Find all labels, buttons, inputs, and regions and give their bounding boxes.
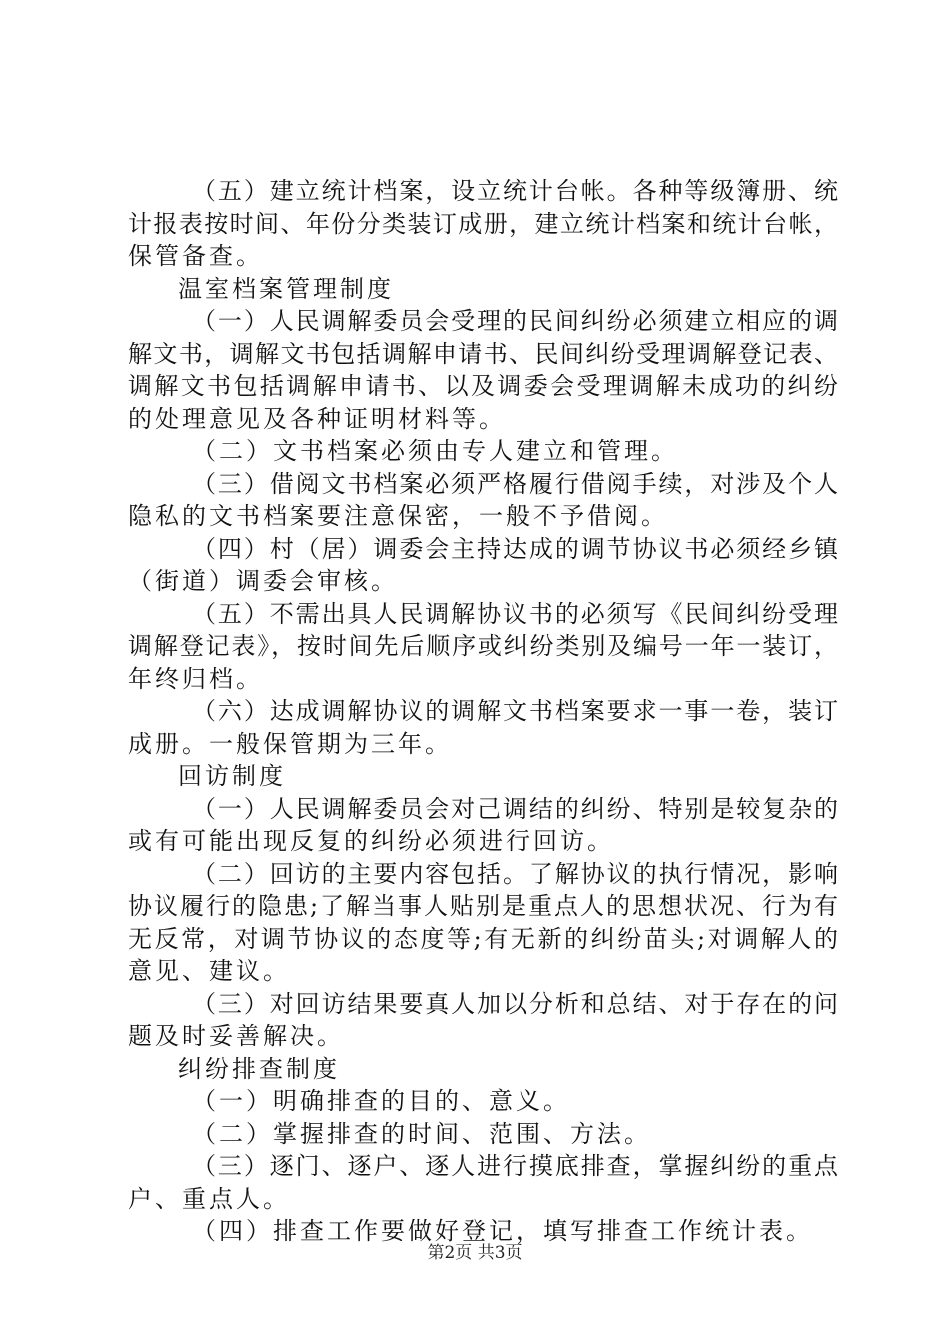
text-line: 或有可能出现反复的纠纷必须进行回访。	[128, 827, 614, 855]
text-line: （街道）调委会审核。	[128, 567, 398, 595]
paragraph	[128, 1150, 838, 1215]
text-line: 纠纷排查制度	[178, 1054, 340, 1083]
section-heading	[128, 1053, 838, 1086]
text-line: 意见、建议。	[128, 957, 290, 985]
section-heading	[128, 273, 838, 306]
paragraph	[128, 858, 838, 988]
text-line: （三）借阅文书档案必须严格履行借阅手续，对涉及个人	[192, 469, 838, 498]
text-line: 隐私的文书档案要注意保密，一般不予借阅。	[128, 502, 668, 530]
text-line: （三）对回访结果要真人加以分析和总结、对于存在的问	[192, 989, 838, 1018]
text-line: （二）回访的主要内容包括。了解协议的执行情况，影响	[192, 859, 838, 888]
document-body	[128, 175, 838, 1248]
text-line: 保管备查。	[128, 242, 263, 270]
text-line: （三）逐门、逐户、逐人进行摸底排查，掌握纠纷的重点	[192, 1152, 838, 1180]
paragraph	[128, 533, 838, 598]
text-line: （一）人民调解委员会对己调结的纠纷、特别是较复杂的	[192, 794, 838, 823]
text-line: 计报表按时间、年份分类装订成册，建立统计档案和统计台帐，	[128, 209, 838, 238]
text-line: 年终归档。	[128, 664, 263, 693]
text-line: 协议履行的隐患;了解当事人贴别是重点人的思想状况、行为有	[128, 892, 838, 920]
text-line: 的处理意见及各种证明材料等。	[128, 404, 506, 433]
text-line: 回访制度	[178, 762, 286, 790]
paragraph	[128, 468, 838, 533]
paragraph	[128, 1118, 838, 1151]
text-line: 户、重点人。	[128, 1184, 290, 1213]
paragraph	[128, 305, 838, 435]
text-line: （二）文书档案必须由专人建立和管理。	[192, 437, 678, 465]
paragraph	[128, 695, 838, 760]
text-line: （一）人民调解委员会受理的民间纠纷必须建立相应的调	[192, 307, 838, 335]
paragraph	[128, 1085, 838, 1118]
text-line: （一）明确排查的目的、意义。	[192, 1087, 570, 1115]
paragraph	[128, 598, 838, 696]
text-line: 无反常，对调节协议的态度等;有无新的纠纷苗头;对调解人的	[128, 924, 838, 953]
text-line: （四）排查工作要做好登记，填写排查工作统计表。	[192, 1217, 813, 1245]
text-line: 解文书，调解文书包括调解申请书、民间纠纷受理调解登记表、	[128, 339, 838, 368]
text-line: 成册。一般保管期为三年。	[128, 729, 452, 758]
text-line: （二）掌握排查的时间、范围、方法。	[192, 1119, 651, 1148]
text-line: （六）达成调解协议的调解文书档案要求一事一卷，装订	[192, 697, 838, 725]
text-line: （四）村（居）调委会主持达成的调节协议书必须经乡镇	[192, 534, 838, 563]
section-heading	[128, 760, 838, 793]
text-line: （五）建立统计档案，设立统计台帐。各种等级簿册、统	[192, 177, 838, 205]
text-line: （五）不需出具人民调解协议书的必须写《民间纠纷受理	[192, 599, 838, 628]
paragraph	[128, 793, 838, 858]
paragraph	[128, 988, 838, 1053]
text-line: 题及时妥善解决。	[128, 1022, 344, 1050]
text-line: 调解文书包括调解申请书、以及调委会受理调解未成功的纠纷	[128, 372, 838, 400]
text-line: 温室档案管理制度	[178, 274, 394, 303]
paragraph	[128, 435, 838, 468]
page-footer: 第2页 共3页	[427, 1243, 523, 1263]
paragraph	[128, 175, 838, 273]
text-line: 调解登记表》，按时间先后顺序或纠纷类别及编号一年一装订，	[128, 632, 838, 660]
